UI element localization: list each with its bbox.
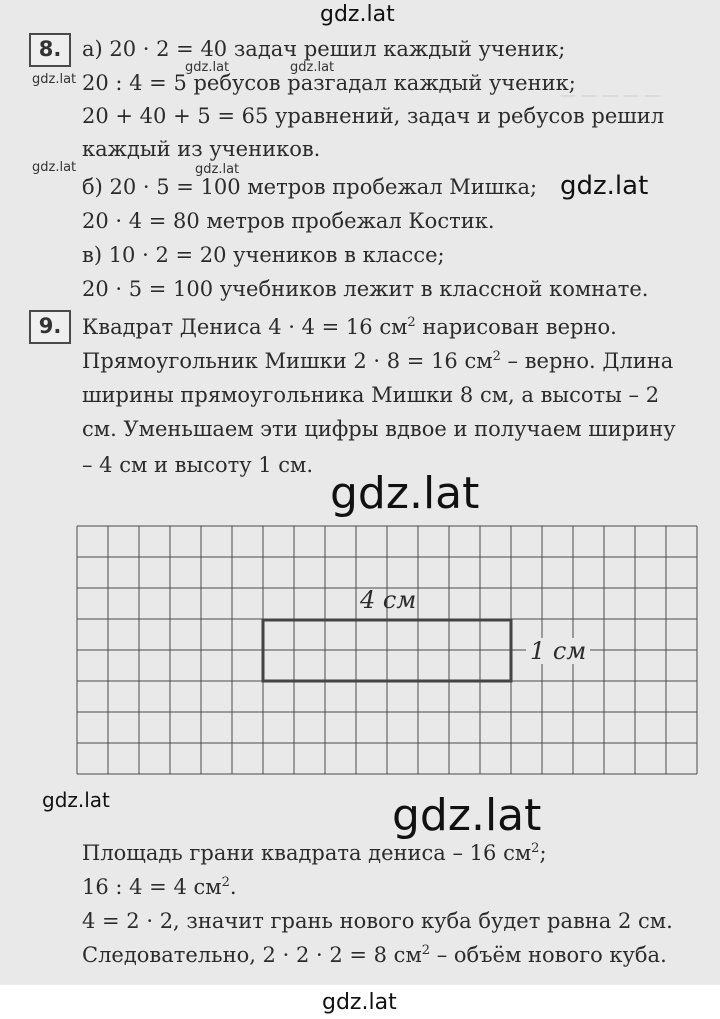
watermark-inline: gdz.lat [290,60,335,75]
watermark-mid-right: gdz.lat [556,170,652,202]
watermark-inline: gdz.lat [185,60,230,75]
watermark-center-large: gdz.lat [322,468,487,520]
task-8-line-a: а) 20 · 2 = 40 задач решил каждый ученик; [82,37,566,61]
watermark-bottom-large: gdz.lat [384,790,549,842]
watermark-left-small: gdz.lat [42,788,110,812]
watermark-footer: gdz.lat [322,990,397,1015]
conclusion-line-4: Следовательно, 2 · 2 · 2 = 8 $см^2$ – объём нового куба. [82,943,667,967]
task-8-line-a4: каждый из учеников. [82,137,321,161]
task-8-line-b2: 20 · 4 = 80 метров пробежал Костик. [82,209,495,233]
task-9-line-3: ширины прямоугольника Мишки 8 см, а высоты – 2 [82,383,660,407]
watermark-top: gdz.lat [320,2,395,27]
height-label: 1 см [526,638,590,664]
task-8-line-a2: 20 : 4 = 5 ребусов разгадал каждый ученик; [82,71,576,95]
task-9-line-5: – 4 см и высоту 1 см. [82,453,314,477]
task-8-line-a3: 20 + 40 + 5 = 65 уравнений, задач и ребусов решил [82,104,665,128]
bleed-through-text: — — — — — [560,85,661,104]
task-8-line-c: в) 10 · 2 = 20 учеников в классе; [82,243,445,267]
watermark-inline: gdz.lat [32,72,77,87]
task-8-line-c2: 20 · 5 = 100 учебников лежит в классной комнате. [82,277,649,301]
task-8-number: 8. [29,33,71,67]
task-9-number: 9. [29,310,71,344]
task-9-line-1: Квадрат Дениса 4 · 4 = 16 $см^2$ нарисован верно. [82,315,617,339]
task-9-line-2: Прямоугольник Мишки 2 · 8 = 16 $см^2$ – верно. Длина [82,349,674,373]
watermark-inline: gdz.lat [195,162,240,177]
task-9-line-4: см. Уменьшаем эти цифры вдвое и получаем ширину [82,417,676,441]
width-label: 4 см [360,586,417,614]
watermark-inline: gdz.lat [32,160,77,175]
task-8-line-b: б) 20 · 5 = 100 метров пробежал Мишка; [82,175,538,199]
conclusion-line-2: 16 : 4 = 4 $см^2$. [82,875,237,899]
conclusion-line-1: Площадь грани квадрата дениса – 16 $см^2$; [82,841,547,865]
conclusion-line-3: 4 = 2 · 2, значит грань нового куба будет равна 2 см. [82,909,673,933]
